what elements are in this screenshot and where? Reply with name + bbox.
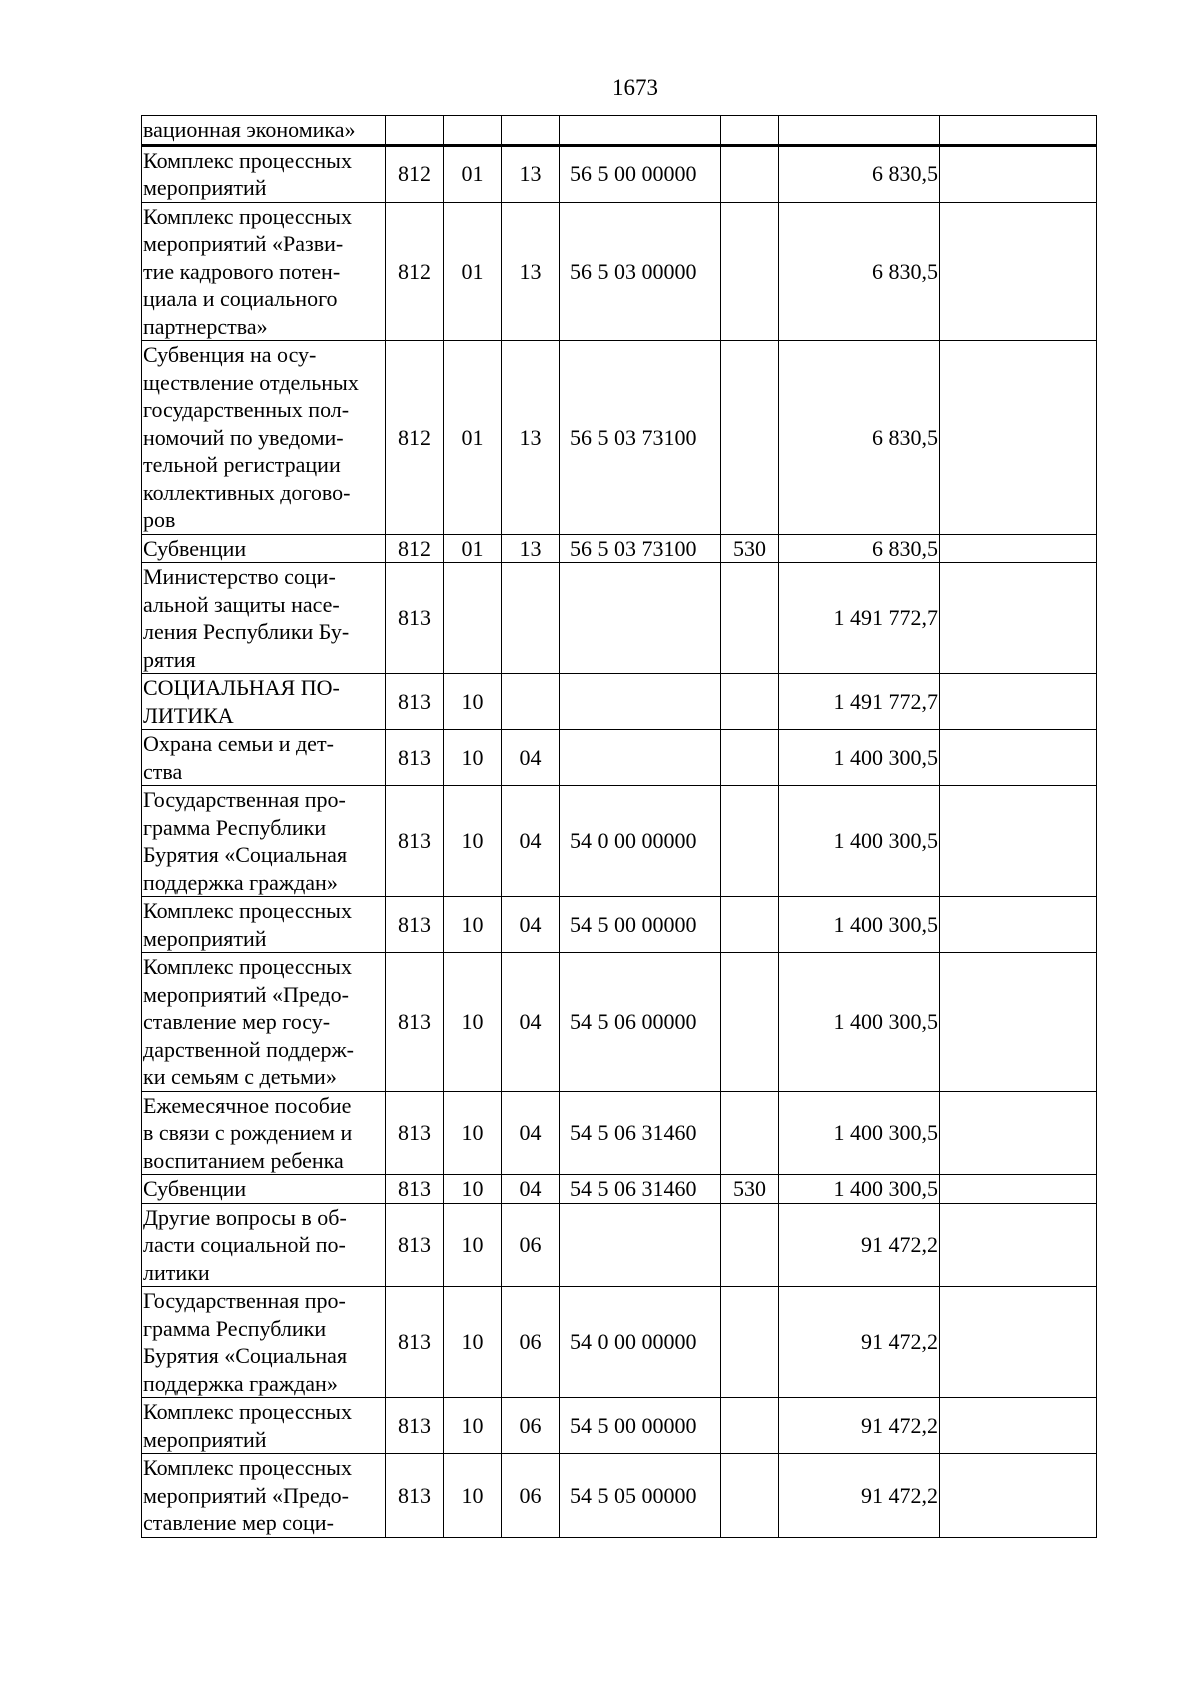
item-name-line: тие кадрового потен- bbox=[143, 258, 341, 284]
subsection-cell bbox=[502, 674, 560, 730]
target-article-cell bbox=[560, 116, 721, 146]
section-cell: 10 bbox=[444, 1091, 502, 1175]
subsection-cell: 04 bbox=[502, 1091, 560, 1175]
item-name-line: Комплекс процессных bbox=[143, 203, 352, 229]
section-cell: 10 bbox=[444, 897, 502, 953]
item-name-cell bbox=[142, 1203, 386, 1287]
expense-type-cell bbox=[721, 1398, 779, 1454]
item-name-line: ласти социальной по- bbox=[143, 1232, 346, 1257]
subsection-cell bbox=[502, 116, 560, 146]
item-name-line: ров bbox=[143, 507, 176, 532]
target-article-cell: 56 5 03 73100 bbox=[560, 341, 721, 535]
item-name-line: Охрана семьи и дет- bbox=[143, 731, 334, 756]
target-article-cell bbox=[560, 1203, 721, 1287]
item-name-cell bbox=[142, 534, 386, 563]
table-row bbox=[142, 953, 1097, 1092]
expense-type-cell bbox=[721, 1454, 779, 1538]
subsection-cell: 04 bbox=[502, 953, 560, 1092]
section-cell: 10 bbox=[444, 1454, 502, 1538]
item-name-line: коллективных догово- bbox=[143, 479, 351, 505]
grbs-cell: 813 bbox=[386, 563, 444, 674]
subsection-cell: 04 bbox=[502, 897, 560, 953]
item-name-cell bbox=[142, 730, 386, 786]
extra-cell bbox=[940, 1091, 1097, 1175]
grbs-cell: 813 bbox=[386, 786, 444, 897]
expense-type-cell: 530 bbox=[721, 534, 779, 563]
extra-cell bbox=[940, 1454, 1097, 1538]
amount-cell: 91 472,2 bbox=[779, 1287, 940, 1398]
extra-cell bbox=[940, 953, 1097, 1092]
item-name-line: Другие вопросы в об- bbox=[143, 1204, 347, 1230]
table-row bbox=[142, 534, 1097, 563]
item-name-cell bbox=[142, 145, 386, 202]
expense-type-cell bbox=[721, 674, 779, 730]
expense-type-cell: 530 bbox=[721, 1175, 779, 1204]
section-cell: 10 bbox=[444, 674, 502, 730]
subsection-cell: 04 bbox=[502, 730, 560, 786]
extra-cell bbox=[940, 786, 1097, 897]
grbs-cell: 813 bbox=[386, 1454, 444, 1538]
item-name-line: Комплекс процессных bbox=[143, 898, 352, 923]
subsection-cell: 06 bbox=[502, 1454, 560, 1538]
item-name-line: ЛИТИКА bbox=[143, 702, 234, 728]
table-row bbox=[142, 1175, 1097, 1204]
extra-cell bbox=[940, 534, 1097, 563]
target-article-cell: 56 5 03 00000 bbox=[560, 202, 721, 341]
target-article-cell bbox=[560, 730, 721, 786]
table-row bbox=[142, 786, 1097, 897]
subsection-cell: 06 bbox=[502, 1398, 560, 1454]
extra-cell bbox=[940, 897, 1097, 953]
item-name-line: в связи с рождением и bbox=[143, 1120, 353, 1145]
subsection-cell: 04 bbox=[502, 1175, 560, 1204]
item-name-cell bbox=[142, 897, 386, 953]
target-article-cell: 54 5 06 31460 bbox=[560, 1175, 721, 1204]
target-article-cell: 54 0 00 00000 bbox=[560, 786, 721, 897]
target-article-cell: 56 5 00 00000 bbox=[560, 145, 721, 202]
amount-cell: 1 491 772,7 bbox=[779, 563, 940, 674]
section-cell: 10 bbox=[444, 786, 502, 897]
item-name-line: Комплекс процессных bbox=[143, 147, 352, 173]
section-cell: 01 bbox=[444, 341, 502, 535]
subsection-cell: 13 bbox=[502, 202, 560, 341]
item-name-line: ства bbox=[143, 758, 183, 784]
amount-cell: 1 491 772,7 bbox=[779, 674, 940, 730]
item-name-line: Комплекс процессных bbox=[143, 1399, 352, 1424]
table-row bbox=[142, 145, 1097, 202]
item-name-line: ставление мер соци- bbox=[143, 1510, 334, 1535]
target-article-cell: 54 5 05 00000 bbox=[560, 1454, 721, 1538]
amount-cell: 6 830,5 bbox=[779, 145, 940, 202]
table-row bbox=[142, 341, 1097, 535]
item-name-cell bbox=[142, 674, 386, 730]
item-name-line: Субвенция на осу- bbox=[143, 342, 317, 367]
item-name-line: партнерства» bbox=[143, 313, 268, 339]
amount-cell: 6 830,5 bbox=[779, 534, 940, 563]
amount-cell: 1 400 300,5 bbox=[779, 897, 940, 953]
section-cell: 10 bbox=[444, 1287, 502, 1398]
amount-cell: 6 830,5 bbox=[779, 202, 940, 341]
item-name-cell bbox=[142, 1287, 386, 1398]
item-name-line: мероприятий bbox=[143, 925, 267, 951]
item-name-cell bbox=[142, 1091, 386, 1175]
expense-type-cell bbox=[721, 1287, 779, 1398]
expense-type-cell bbox=[721, 786, 779, 897]
item-name-line: Государственная про- bbox=[143, 1288, 346, 1313]
item-name-line: Государственная про- bbox=[143, 787, 346, 812]
item-name-line: Комплекс процессных bbox=[143, 954, 352, 979]
table-row bbox=[142, 1398, 1097, 1454]
amount-cell: 91 472,2 bbox=[779, 1454, 940, 1538]
item-name-line: рятия bbox=[143, 646, 196, 672]
item-name-line: мероприятий bbox=[143, 175, 267, 200]
item-name-line: государственных пол- bbox=[143, 397, 350, 422]
item-name-line: Министерство соци- bbox=[143, 564, 336, 589]
item-name-cell bbox=[142, 786, 386, 897]
section-cell: 10 bbox=[444, 1398, 502, 1454]
amount-cell: 91 472,2 bbox=[779, 1398, 940, 1454]
amount-cell: 6 830,5 bbox=[779, 341, 940, 535]
expense-type-cell bbox=[721, 730, 779, 786]
target-article-cell: 54 0 00 00000 bbox=[560, 1287, 721, 1398]
expense-type-cell bbox=[721, 116, 779, 146]
amount-cell: 1 400 300,5 bbox=[779, 1091, 940, 1175]
item-name-cell bbox=[142, 202, 386, 341]
extra-cell bbox=[940, 563, 1097, 674]
table-row bbox=[142, 116, 1097, 146]
grbs-cell: 812 bbox=[386, 534, 444, 563]
item-name-line: поддержка граждан» bbox=[143, 869, 338, 895]
item-name-line: мероприятий «Предо- bbox=[143, 981, 349, 1007]
section-cell: 10 bbox=[444, 1175, 502, 1204]
expense-type-cell bbox=[721, 202, 779, 341]
item-name-line: ления Республики Бу- bbox=[143, 619, 350, 644]
subsection-cell: 13 bbox=[502, 145, 560, 202]
item-name-line: ществление отдельных bbox=[143, 369, 359, 395]
item-name-line: Субвенции bbox=[143, 535, 247, 561]
item-name-line: мероприятий «Разви- bbox=[143, 231, 344, 256]
subsection-cell: 13 bbox=[502, 341, 560, 535]
item-name-line: Бурятия «Социальная bbox=[143, 1343, 348, 1368]
page-number: 1673 bbox=[612, 75, 658, 100]
amount-cell: 1 400 300,5 bbox=[779, 1175, 940, 1204]
grbs-cell: 813 bbox=[386, 953, 444, 1092]
item-name-line: грамма Республики bbox=[143, 1315, 327, 1341]
item-name-line: мероприятий «Предо- bbox=[143, 1482, 349, 1508]
grbs-cell: 812 bbox=[386, 145, 444, 202]
item-name-line: циала и социального bbox=[143, 286, 338, 311]
expense-type-cell bbox=[721, 1091, 779, 1175]
item-name-line: номочий по уведоми- bbox=[143, 424, 344, 450]
table-row bbox=[142, 202, 1097, 341]
subsection-cell: 06 bbox=[502, 1287, 560, 1398]
extra-cell bbox=[940, 674, 1097, 730]
section-cell bbox=[444, 116, 502, 146]
item-name-cell bbox=[142, 116, 386, 146]
grbs-cell: 813 bbox=[386, 1203, 444, 1287]
item-name-line: Субвенции bbox=[143, 1176, 247, 1201]
item-name-line: мероприятий bbox=[143, 1426, 267, 1452]
item-name-cell bbox=[142, 563, 386, 674]
section-cell: 01 bbox=[444, 534, 502, 563]
section-cell: 01 bbox=[444, 202, 502, 341]
table-row bbox=[142, 563, 1097, 674]
section-cell: 10 bbox=[444, 730, 502, 786]
expense-type-cell bbox=[721, 563, 779, 674]
item-name-line: литики bbox=[143, 1259, 210, 1285]
budget-table bbox=[141, 115, 1097, 1538]
extra-cell bbox=[940, 116, 1097, 146]
extra-cell bbox=[940, 1398, 1097, 1454]
subsection-cell: 06 bbox=[502, 1203, 560, 1287]
grbs-cell bbox=[386, 116, 444, 146]
extra-cell bbox=[940, 202, 1097, 341]
item-name-line: грамма Республики bbox=[143, 814, 327, 840]
extra-cell bbox=[940, 1175, 1097, 1204]
extra-cell bbox=[940, 730, 1097, 786]
target-article-cell: 54 5 06 00000 bbox=[560, 953, 721, 1092]
item-name-line: вационная экономика» bbox=[143, 117, 356, 142]
subsection-cell: 04 bbox=[502, 786, 560, 897]
grbs-cell: 812 bbox=[386, 202, 444, 341]
section-cell: 01 bbox=[444, 145, 502, 202]
item-name-line: ки семьям с детьми» bbox=[143, 1064, 337, 1089]
item-name-line: воспитанием ребенка bbox=[143, 1147, 344, 1173]
item-name-line: СОЦИАЛЬНАЯ ПО- bbox=[143, 675, 340, 700]
subsection-cell bbox=[502, 563, 560, 674]
amount-cell: 1 400 300,5 bbox=[779, 786, 940, 897]
amount-cell: 1 400 300,5 bbox=[779, 953, 940, 1092]
amount-cell: 1 400 300,5 bbox=[779, 730, 940, 786]
table-row bbox=[142, 730, 1097, 786]
item-name-line: Ежемесячное пособие bbox=[143, 1092, 352, 1118]
table-body bbox=[142, 116, 1097, 1538]
table-row bbox=[142, 1287, 1097, 1398]
section-cell bbox=[444, 563, 502, 674]
grbs-cell: 813 bbox=[386, 674, 444, 730]
table-row bbox=[142, 674, 1097, 730]
table-row bbox=[142, 897, 1097, 953]
target-article-cell: 56 5 03 73100 bbox=[560, 534, 721, 563]
grbs-cell: 812 bbox=[386, 341, 444, 535]
subsection-cell: 13 bbox=[502, 534, 560, 563]
expense-type-cell bbox=[721, 145, 779, 202]
item-name-cell bbox=[142, 1454, 386, 1538]
extra-cell bbox=[940, 1203, 1097, 1287]
section-cell: 10 bbox=[444, 1203, 502, 1287]
item-name-cell bbox=[142, 341, 386, 535]
extra-cell bbox=[940, 1287, 1097, 1398]
item-name-line: ставление мер госу- bbox=[143, 1009, 331, 1034]
table-row bbox=[142, 1454, 1097, 1538]
table-row bbox=[142, 1203, 1097, 1287]
amount-cell: 91 472,2 bbox=[779, 1203, 940, 1287]
target-article-cell bbox=[560, 563, 721, 674]
section-cell: 10 bbox=[444, 953, 502, 1092]
item-name-line: Бурятия «Социальная bbox=[143, 842, 348, 867]
table-row bbox=[142, 1091, 1097, 1175]
item-name-line: тельной регистрации bbox=[143, 452, 341, 477]
expense-type-cell bbox=[721, 897, 779, 953]
item-name-line: дарственной поддерж- bbox=[143, 1036, 354, 1062]
item-name-line: Комплекс процессных bbox=[143, 1455, 352, 1480]
extra-cell bbox=[940, 145, 1097, 202]
item-name-cell bbox=[142, 1398, 386, 1454]
grbs-cell: 813 bbox=[386, 1287, 444, 1398]
grbs-cell: 813 bbox=[386, 1398, 444, 1454]
item-name-line: поддержка граждан» bbox=[143, 1370, 338, 1396]
amount-cell bbox=[779, 116, 940, 146]
grbs-cell: 813 bbox=[386, 897, 444, 953]
item-name-cell bbox=[142, 1175, 386, 1204]
extra-cell bbox=[940, 341, 1097, 535]
target-article-cell: 54 5 00 00000 bbox=[560, 1398, 721, 1454]
grbs-cell: 813 bbox=[386, 1175, 444, 1204]
target-article-cell bbox=[560, 674, 721, 730]
expense-type-cell bbox=[721, 953, 779, 1092]
item-name-cell bbox=[142, 953, 386, 1092]
expense-type-cell bbox=[721, 341, 779, 535]
item-name-line: альной защиты насе- bbox=[143, 591, 340, 617]
expense-type-cell bbox=[721, 1203, 779, 1287]
grbs-cell: 813 bbox=[386, 730, 444, 786]
target-article-cell: 54 5 06 31460 bbox=[560, 1091, 721, 1175]
grbs-cell: 813 bbox=[386, 1091, 444, 1175]
target-article-cell: 54 5 00 00000 bbox=[560, 897, 721, 953]
